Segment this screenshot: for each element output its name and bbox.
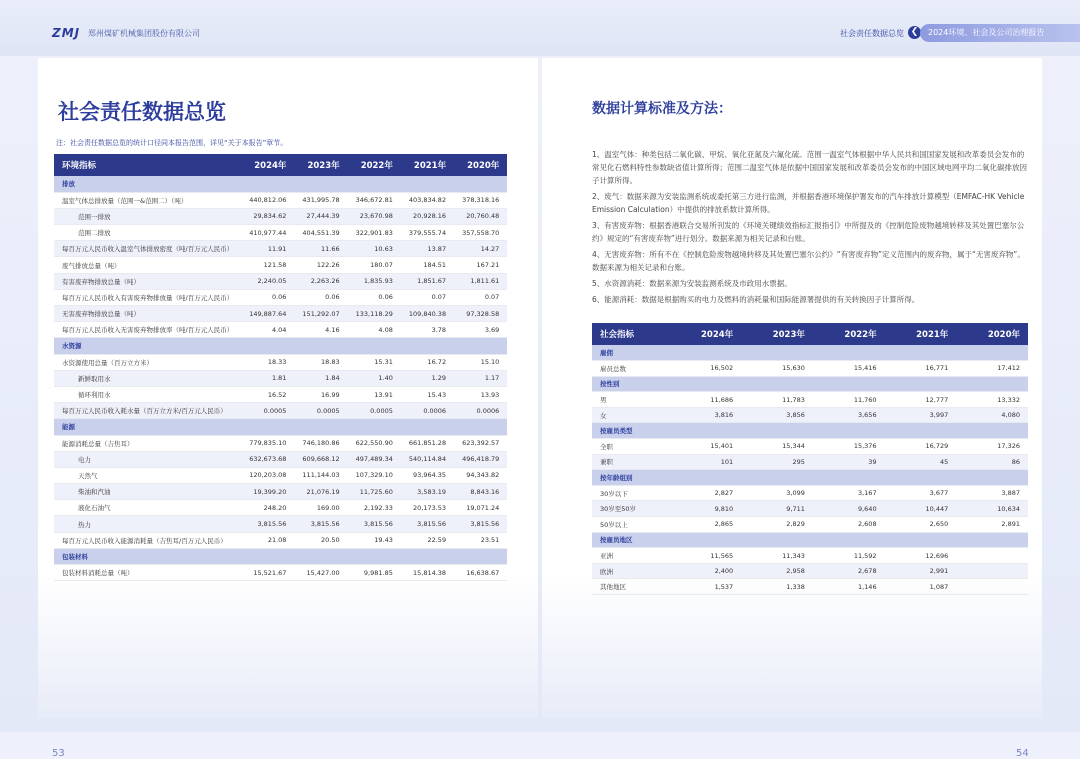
table-row bbox=[592, 361, 1028, 377]
cell-value: 15.10 bbox=[454, 354, 507, 370]
category-label: 按雇员地区 bbox=[592, 532, 1028, 548]
cell-value: 2,263.26 bbox=[294, 273, 347, 289]
cell-value: 2,650 bbox=[885, 517, 957, 533]
cell-value: 1,537 bbox=[669, 579, 741, 595]
cell-value: 22.59 bbox=[401, 532, 454, 548]
cell-value: 93,964.35 bbox=[401, 467, 454, 483]
cell-value: 496,418.79 bbox=[454, 451, 507, 467]
cell-value: 109,840.38 bbox=[401, 306, 454, 322]
cell-value: 2,678 bbox=[813, 563, 885, 579]
table-row bbox=[54, 516, 507, 532]
row-label: 水资源使用总量（百万立方米） bbox=[54, 354, 241, 370]
environment-table bbox=[54, 154, 507, 581]
cell-value: 13.93 bbox=[454, 386, 507, 402]
cell-value bbox=[956, 563, 1028, 579]
cell-value: 3,815.56 bbox=[294, 516, 347, 532]
cell-value: 16,502 bbox=[669, 361, 741, 377]
company-name: 郑州煤矿机械集团股份有限公司 bbox=[88, 29, 200, 38]
table-row bbox=[54, 500, 507, 516]
cell-value: 167.21 bbox=[454, 257, 507, 273]
cell-value: 4.16 bbox=[294, 322, 347, 338]
cell-value: 1,851.67 bbox=[401, 273, 454, 289]
row-label: 30岁以下 bbox=[592, 485, 669, 501]
column-header: 社会指标 bbox=[592, 323, 669, 345]
cell-value: 39 bbox=[813, 454, 885, 470]
cell-value: 20,173.53 bbox=[401, 500, 454, 516]
cell-value: 404,551.39 bbox=[294, 225, 347, 241]
table-row bbox=[592, 548, 1028, 564]
cell-value: 2,608 bbox=[813, 517, 885, 533]
category-row bbox=[592, 470, 1028, 486]
cell-value: 3,677 bbox=[885, 485, 957, 501]
row-label: 每百万元人民币收入温室气体排放密度（吨/百万元人民币） bbox=[54, 241, 241, 257]
category-label: 排放 bbox=[54, 176, 507, 192]
cell-value: 11,760 bbox=[813, 392, 885, 408]
cell-value: 0.06 bbox=[348, 289, 401, 305]
table-row bbox=[54, 370, 507, 386]
row-label: 新鲜取用水 bbox=[54, 370, 241, 386]
column-header: 2023年 bbox=[741, 323, 813, 345]
cell-value: 403,834.82 bbox=[401, 192, 454, 208]
row-label: 每百万元人民币收入有害废弃物排放量（吨/百万元人民币） bbox=[54, 289, 241, 305]
column-header: 2021年 bbox=[885, 323, 957, 345]
cell-value bbox=[956, 579, 1028, 595]
cell-value: 9,711 bbox=[741, 501, 813, 517]
cell-value: 623,392.57 bbox=[454, 435, 507, 451]
cell-value: 632,673.68 bbox=[241, 451, 294, 467]
cell-value: 497,489.34 bbox=[348, 451, 401, 467]
cell-value: 661,851.28 bbox=[401, 435, 454, 451]
cell-value: 0.0005 bbox=[241, 403, 294, 419]
cell-value: 0.07 bbox=[454, 289, 507, 305]
table-row bbox=[54, 241, 507, 257]
cell-value: 410,977.44 bbox=[241, 225, 294, 241]
category-row bbox=[592, 423, 1028, 439]
cell-value: 440,812.06 bbox=[241, 192, 294, 208]
row-label: 每百万元人民币收入耗水量（百万立方米/百万元人民币） bbox=[54, 403, 241, 419]
cell-value: 1,146 bbox=[813, 579, 885, 595]
table-header-row bbox=[592, 323, 1028, 345]
right-page bbox=[542, 58, 1042, 759]
column-header: 环境指标 bbox=[54, 154, 241, 176]
cell-value: 1,835.93 bbox=[348, 273, 401, 289]
cell-value: 0.0005 bbox=[348, 403, 401, 419]
cell-value: 20,928.16 bbox=[401, 208, 454, 224]
method-item: 6、能源消耗：数据是根据购买的电力及燃料的消耗量和国际能源署提供的有关转换因子计算所得。 bbox=[592, 295, 920, 304]
row-label: 其他地区 bbox=[592, 579, 669, 595]
cell-value: 3,816 bbox=[669, 407, 741, 423]
cell-value: 1,811.61 bbox=[454, 273, 507, 289]
cell-value: 4.08 bbox=[348, 322, 401, 338]
cell-value: 12,696 bbox=[885, 548, 957, 564]
cell-value: 2,865 bbox=[669, 517, 741, 533]
cell-value: 23,670.98 bbox=[348, 208, 401, 224]
cell-value: 15,630 bbox=[741, 361, 813, 377]
category-label: 包装材料 bbox=[54, 548, 507, 564]
category-row bbox=[54, 338, 507, 354]
category-label: 水资源 bbox=[54, 338, 507, 354]
cell-value: 10,634 bbox=[956, 501, 1028, 517]
cell-value: 357,558.70 bbox=[454, 225, 507, 241]
cell-value: 11,565 bbox=[669, 548, 741, 564]
cell-value: 0.0005 bbox=[294, 403, 347, 419]
table-row bbox=[54, 435, 507, 451]
table-row bbox=[54, 532, 507, 548]
cell-value: 19,399.20 bbox=[241, 484, 294, 500]
cell-value: 149,887.64 bbox=[241, 306, 294, 322]
column-header: 2022年 bbox=[813, 323, 885, 345]
cell-value: 16,638.67 bbox=[454, 565, 507, 581]
table-row bbox=[54, 565, 507, 581]
cell-value: 2,827 bbox=[669, 485, 741, 501]
cell-value: 11,783 bbox=[741, 392, 813, 408]
cell-value: 3.78 bbox=[401, 322, 454, 338]
row-label: 欧洲 bbox=[592, 563, 669, 579]
cell-value: 322,901.83 bbox=[348, 225, 401, 241]
table-row bbox=[592, 579, 1028, 595]
cell-value: 15,344 bbox=[741, 439, 813, 455]
row-label: 每百万元人民币收入能源消耗量（吉焦耳/百万元人民币） bbox=[54, 532, 241, 548]
cell-value: 378,318.16 bbox=[454, 192, 507, 208]
method-item: 1、温室气体：种类包括二氧化碳、甲烷、氧化亚氮及六氟化硫。范围一温室气体根据中华人民共和国国家发展和改革委员会发布的常见化石燃料特性参数缺省值计算所得；范围二温室气体是依据中国国家发展和改革委员会发布的中国区域电网平均二氧化碳排放因子计算所得。 bbox=[592, 150, 1027, 185]
cell-value: 16,771 bbox=[885, 361, 957, 377]
cell-value: 2,958 bbox=[741, 563, 813, 579]
cell-value: 2,891 bbox=[956, 517, 1028, 533]
cell-value: 20,760.48 bbox=[454, 208, 507, 224]
cell-value: 111,144.03 bbox=[294, 467, 347, 483]
cell-value: 86 bbox=[956, 454, 1028, 470]
cell-value: 4.04 bbox=[241, 322, 294, 338]
cell-value: 746,180.86 bbox=[294, 435, 347, 451]
row-label: 电力 bbox=[54, 451, 241, 467]
cell-value: 21,076.19 bbox=[294, 484, 347, 500]
cell-value: 0.0006 bbox=[454, 403, 507, 419]
cell-value: 3,099 bbox=[741, 485, 813, 501]
table-row bbox=[54, 273, 507, 289]
cell-value: 1.40 bbox=[348, 370, 401, 386]
table-row bbox=[592, 407, 1028, 423]
row-label: 每百万元人民币收入无害废弃物排放率（吨/百万元人民币） bbox=[54, 322, 241, 338]
cell-value: 2,991 bbox=[885, 563, 957, 579]
table-row bbox=[54, 257, 507, 273]
cell-value: 379,555.74 bbox=[401, 225, 454, 241]
cell-value: 13.87 bbox=[401, 241, 454, 257]
cell-value: 13,332 bbox=[956, 392, 1028, 408]
top-header bbox=[0, 0, 1080, 56]
category-row bbox=[54, 548, 507, 564]
category-row bbox=[592, 345, 1028, 361]
cell-value: 346,672.81 bbox=[348, 192, 401, 208]
cell-value: 1,087 bbox=[885, 579, 957, 595]
table-row bbox=[592, 439, 1028, 455]
cell-value bbox=[956, 548, 1028, 564]
method-item: 3、有害废弃物：根据香港联合交易所刊发的《环境关键绩效指标汇报指引》中所提及的《控制危险废物越境转移及其处置巴塞尔公约》规定的“有害废弃物”进行划分。数据来源为相关记录和台账。 bbox=[592, 221, 1025, 243]
cell-value: 17,326 bbox=[956, 439, 1028, 455]
cell-value: 11,343 bbox=[741, 548, 813, 564]
table-row bbox=[54, 322, 507, 338]
cell-value: 622,550.90 bbox=[348, 435, 401, 451]
row-label: 30岁至50岁 bbox=[592, 501, 669, 517]
cell-value: 1.81 bbox=[241, 370, 294, 386]
page-number: 54 bbox=[1016, 748, 1029, 759]
cell-value: 10.63 bbox=[348, 241, 401, 257]
row-label: 雇员总数 bbox=[592, 361, 669, 377]
cell-value: 15,427.00 bbox=[294, 565, 347, 581]
row-label: 循环利用水 bbox=[54, 386, 241, 402]
row-label: 温室气体总排放量（范围一&范围二）（吨） bbox=[54, 192, 241, 208]
cell-value: 12,777 bbox=[885, 392, 957, 408]
cell-value: 16,729 bbox=[885, 439, 957, 455]
row-label: 能源消耗总量（吉焦耳） bbox=[54, 435, 241, 451]
section-label: 社会责任数据总览 bbox=[840, 29, 904, 38]
cell-value: 4,080 bbox=[956, 407, 1028, 423]
table-row bbox=[54, 484, 507, 500]
cell-value: 19.43 bbox=[348, 532, 401, 548]
cell-value: 3,167 bbox=[813, 485, 885, 501]
cell-value: 2,400 bbox=[669, 563, 741, 579]
cell-value: 3,856 bbox=[741, 407, 813, 423]
methods-text bbox=[592, 148, 1028, 309]
row-label: 亚洲 bbox=[592, 548, 669, 564]
cell-value: 17,412 bbox=[956, 361, 1028, 377]
method-item: 4、无害废弃物：所有不在《控制危险废物越境转移及其处置巴塞尔公约》“有害废弃物”定义范围内的废弃物，属于“无害废弃物”。数据来源为相关记录和台账。 bbox=[592, 250, 1025, 272]
row-label: 无害废弃物排放总量（吨） bbox=[54, 306, 241, 322]
cell-value: 27,444.39 bbox=[294, 208, 347, 224]
table-row bbox=[54, 386, 507, 402]
cell-value: 94,343.82 bbox=[454, 467, 507, 483]
category-label: 能源 bbox=[54, 419, 507, 435]
cell-value: 3,815.56 bbox=[454, 516, 507, 532]
table-row bbox=[54, 208, 507, 224]
table-row bbox=[592, 485, 1028, 501]
cell-value: 8,843.16 bbox=[454, 484, 507, 500]
cell-value: 1.17 bbox=[454, 370, 507, 386]
cell-value: 15,401 bbox=[669, 439, 741, 455]
cell-value: 21.08 bbox=[241, 532, 294, 548]
cell-value: 10,447 bbox=[885, 501, 957, 517]
cell-value: 11,592 bbox=[813, 548, 885, 564]
table-row bbox=[592, 517, 1028, 533]
cell-value: 19,071.24 bbox=[454, 500, 507, 516]
category-label: 按年龄组别 bbox=[592, 470, 1028, 486]
cell-value: 0.06 bbox=[294, 289, 347, 305]
cell-value: 3,815.56 bbox=[241, 516, 294, 532]
chevron-left-icon[interactable]: ❮ bbox=[908, 26, 921, 39]
cell-value: 3,815.56 bbox=[401, 516, 454, 532]
cell-value: 122.26 bbox=[294, 257, 347, 273]
cell-value: 609,668.12 bbox=[294, 451, 347, 467]
category-label: 雇佣 bbox=[592, 345, 1028, 361]
cell-value: 9,640 bbox=[813, 501, 885, 517]
table-header-row bbox=[54, 154, 507, 176]
row-label: 50岁以上 bbox=[592, 517, 669, 533]
table-row bbox=[54, 225, 507, 241]
page-title: 社会责任数据总览 bbox=[58, 100, 226, 124]
row-label: 有害废弃物排放总量（吨） bbox=[54, 273, 241, 289]
cell-value: 15.31 bbox=[348, 354, 401, 370]
cell-value: 120,203.08 bbox=[241, 467, 294, 483]
row-label: 柴油和汽油 bbox=[54, 484, 241, 500]
row-label: 男 bbox=[592, 392, 669, 408]
row-label: 范围二排放 bbox=[54, 225, 241, 241]
cell-value: 13.91 bbox=[348, 386, 401, 402]
category-row bbox=[592, 376, 1028, 392]
cell-value: 2,192.33 bbox=[348, 500, 401, 516]
cell-value: 1.84 bbox=[294, 370, 347, 386]
row-label: 范围一排放 bbox=[54, 208, 241, 224]
cell-value: 540,114.84 bbox=[401, 451, 454, 467]
table-row bbox=[54, 306, 507, 322]
category-row bbox=[54, 419, 507, 435]
column-header: 2023年 bbox=[294, 154, 347, 176]
cell-value: 16.72 bbox=[401, 354, 454, 370]
cell-value: 180.07 bbox=[348, 257, 401, 273]
row-label: 兼职 bbox=[592, 454, 669, 470]
category-row bbox=[54, 176, 507, 192]
cell-value: 14.27 bbox=[454, 241, 507, 257]
methods-title: 数据计算标准及方法： bbox=[592, 101, 732, 117]
column-header: 2020年 bbox=[956, 323, 1028, 345]
row-label: 天然气 bbox=[54, 467, 241, 483]
cell-value: 16.52 bbox=[241, 386, 294, 402]
table-row bbox=[592, 501, 1028, 517]
cell-value: 1.29 bbox=[401, 370, 454, 386]
cell-value: 9,981.85 bbox=[348, 565, 401, 581]
cell-value: 431,995.78 bbox=[294, 192, 347, 208]
scope-note: 注：社会责任数据总览的统计口径同本报告范围，详见“关于本报告”章节。 bbox=[56, 139, 288, 147]
cell-value: 15,416 bbox=[813, 361, 885, 377]
row-label: 废气排放总量（吨） bbox=[54, 257, 241, 273]
page-number: 53 bbox=[52, 748, 65, 759]
cell-value: 3.69 bbox=[454, 322, 507, 338]
row-label: 包装材料消耗总量（吨） bbox=[54, 565, 241, 581]
cell-value: 2,829 bbox=[741, 517, 813, 533]
cell-value: 15.43 bbox=[401, 386, 454, 402]
table-row bbox=[54, 192, 507, 208]
table-row bbox=[592, 454, 1028, 470]
column-header: 2024年 bbox=[241, 154, 294, 176]
cell-value: 3,887 bbox=[956, 485, 1028, 501]
table-row bbox=[592, 392, 1028, 408]
column-header: 2021年 bbox=[401, 154, 454, 176]
row-label: 液化石油气 bbox=[54, 500, 241, 516]
row-label: 全职 bbox=[592, 439, 669, 455]
cell-value: 1,338 bbox=[741, 579, 813, 595]
cell-value: 11,725.60 bbox=[348, 484, 401, 500]
cell-value: 16.99 bbox=[294, 386, 347, 402]
social-table bbox=[592, 323, 1028, 595]
cell-value: 11.66 bbox=[294, 241, 347, 257]
cell-value: 107,329.10 bbox=[348, 467, 401, 483]
cell-value: 97,328.58 bbox=[454, 306, 507, 322]
cell-value: 151,292.07 bbox=[294, 306, 347, 322]
category-label: 按雇员类型 bbox=[592, 423, 1028, 439]
cell-value: 184.51 bbox=[401, 257, 454, 273]
cell-value: 3,583.19 bbox=[401, 484, 454, 500]
cell-value: 15,376 bbox=[813, 439, 885, 455]
method-item: 2、废气：数据来源为安装监测系统或委托第三方进行监测，并根据香港环境保护署发布的汽车排放计算模型（EMFAC-HK Vehicle Emission Calculation）中提供的排放系数计算所得。 bbox=[592, 192, 1025, 214]
cell-value: 101 bbox=[669, 454, 741, 470]
cell-value: 45 bbox=[885, 454, 957, 470]
cell-value: 11.91 bbox=[241, 241, 294, 257]
row-label: 热力 bbox=[54, 516, 241, 532]
column-header: 2022年 bbox=[348, 154, 401, 176]
company-logo: ZMJ bbox=[52, 26, 81, 40]
cell-value: 3,997 bbox=[885, 407, 957, 423]
report-title-pill: 2024环境、社会及公司治理报告 bbox=[920, 24, 1080, 42]
category-row bbox=[592, 532, 1028, 548]
cell-value: 248.20 bbox=[241, 500, 294, 516]
cell-value: 3,656 bbox=[813, 407, 885, 423]
row-label: 女 bbox=[592, 407, 669, 423]
cell-value: 29,834.62 bbox=[241, 208, 294, 224]
cell-value: 11,686 bbox=[669, 392, 741, 408]
cell-value: 779,835.10 bbox=[241, 435, 294, 451]
cell-value: 20.50 bbox=[294, 532, 347, 548]
cell-value: 169.00 bbox=[294, 500, 347, 516]
cell-value: 0.06 bbox=[241, 289, 294, 305]
column-header: 2024年 bbox=[669, 323, 741, 345]
cell-value: 2,240.05 bbox=[241, 273, 294, 289]
cell-value: 18.83 bbox=[294, 354, 347, 370]
table-row bbox=[54, 451, 507, 467]
table-row bbox=[592, 563, 1028, 579]
table-row bbox=[54, 403, 507, 419]
cell-value: 15,814.38 bbox=[401, 565, 454, 581]
table-row bbox=[54, 289, 507, 305]
cell-value: 295 bbox=[741, 454, 813, 470]
category-label: 按性别 bbox=[592, 376, 1028, 392]
table-row bbox=[54, 354, 507, 370]
cell-value: 15,521.67 bbox=[241, 565, 294, 581]
cell-value: 0.07 bbox=[401, 289, 454, 305]
cell-value: 18.33 bbox=[241, 354, 294, 370]
table-row bbox=[54, 467, 507, 483]
left-page bbox=[38, 58, 538, 759]
cell-value: 23.51 bbox=[454, 532, 507, 548]
column-header: 2020年 bbox=[454, 154, 507, 176]
cell-value: 0.0006 bbox=[401, 403, 454, 419]
cell-value: 9,810 bbox=[669, 501, 741, 517]
method-item: 5、水资源消耗：数据来源为安装监测系统及市政用水票据。 bbox=[592, 279, 792, 288]
cell-value: 3,815.56 bbox=[348, 516, 401, 532]
cell-value: 133,118.29 bbox=[348, 306, 401, 322]
cell-value: 121.58 bbox=[241, 257, 294, 273]
